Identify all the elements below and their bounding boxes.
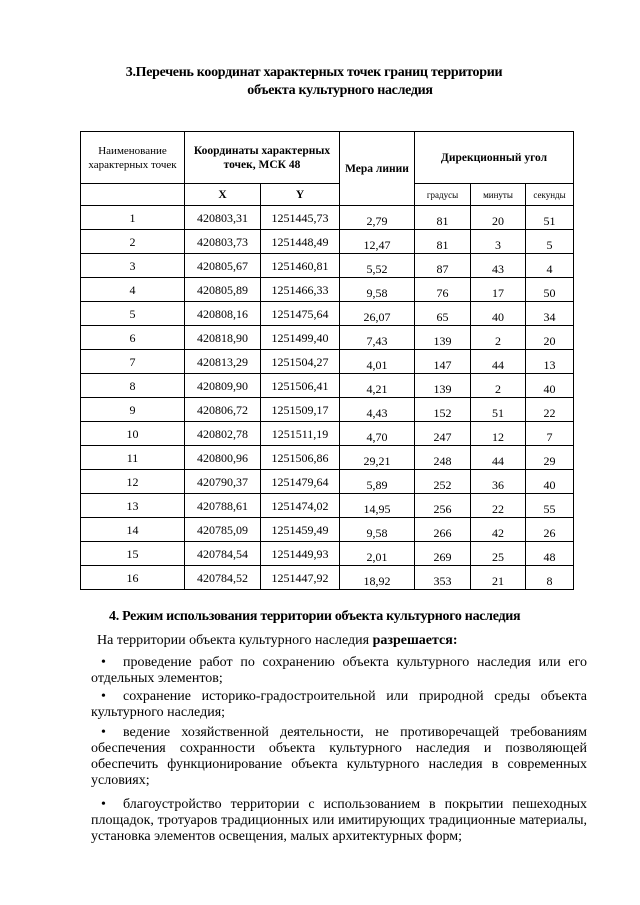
table-row	[81, 278, 574, 302]
angle-degrees: 152	[415, 398, 471, 422]
point-number: 11	[81, 446, 185, 470]
coord-x: 420800,96	[185, 446, 261, 470]
angle-seconds: 51	[526, 206, 574, 230]
line-measure: 29,21	[340, 446, 415, 470]
coord-y: 1251448,49	[261, 230, 340, 254]
intro-text: На территории объекта культурного наследия	[97, 633, 373, 648]
point-number: 4	[81, 278, 185, 302]
point-number: 14	[81, 518, 185, 542]
angle-minutes: 17	[471, 278, 526, 302]
list-item	[91, 689, 587, 721]
line-measure: 18,92	[340, 566, 415, 590]
coord-y: 1251504,27	[261, 350, 340, 374]
coord-y: 1251466,33	[261, 278, 340, 302]
line-measure: 5,52	[340, 254, 415, 278]
coord-x: 420785,09	[185, 518, 261, 542]
angle-degrees: 76	[415, 278, 471, 302]
line-measure: 4,01	[340, 350, 415, 374]
table-row	[81, 494, 574, 518]
coord-x: 420805,89	[185, 278, 261, 302]
angle-seconds: 8	[526, 566, 574, 590]
coord-x: 420806,72	[185, 398, 261, 422]
table-row	[81, 518, 574, 542]
table-row	[81, 398, 574, 422]
list-item-text: сохранение историко-градостроительной или природной среды объекта культурного наследия;	[91, 689, 587, 720]
angle-seconds: 55	[526, 494, 574, 518]
line-measure: 26,07	[340, 302, 415, 326]
coord-x: 420813,29	[185, 350, 261, 374]
angle-degrees: 266	[415, 518, 471, 542]
intro-bold: разрешается:	[372, 633, 458, 648]
coord-y: 1251459,49	[261, 518, 340, 542]
coord-y: 1251449,93	[261, 542, 340, 566]
list-item	[91, 655, 587, 687]
angle-seconds: 29	[526, 446, 574, 470]
angle-seconds: 40	[526, 470, 574, 494]
coord-y: 1251506,41	[261, 374, 340, 398]
line-measure: 14,95	[340, 494, 415, 518]
coord-y: 1251445,73	[261, 206, 340, 230]
header-coordinates: Координаты характерных точек, МСК 48	[185, 132, 340, 184]
coord-x: 420802,78	[185, 422, 261, 446]
angle-seconds: 50	[526, 278, 574, 302]
header-degrees: градусы	[415, 184, 471, 206]
angle-seconds: 4	[526, 254, 574, 278]
table-row	[81, 350, 574, 374]
coord-y: 1251509,17	[261, 398, 340, 422]
angle-minutes: 43	[471, 254, 526, 278]
point-number: 3	[81, 254, 185, 278]
coord-y: 1251511,19	[261, 422, 340, 446]
point-number: 8	[81, 374, 185, 398]
angle-seconds: 48	[526, 542, 574, 566]
line-measure: 7,43	[340, 326, 415, 350]
header-point-name-spacer	[81, 184, 185, 206]
angle-minutes: 2	[471, 374, 526, 398]
angle-minutes: 42	[471, 518, 526, 542]
coord-y: 1251474,02	[261, 494, 340, 518]
angle-seconds: 26	[526, 518, 574, 542]
coordinates-table	[80, 131, 574, 590]
angle-minutes: 44	[471, 350, 526, 374]
angle-degrees: 269	[415, 542, 471, 566]
coord-x: 420784,52	[185, 566, 261, 590]
angle-degrees: 256	[415, 494, 471, 518]
table-row	[81, 254, 574, 278]
table-row	[81, 230, 574, 254]
line-measure: 5,89	[340, 470, 415, 494]
angle-minutes: 21	[471, 566, 526, 590]
header-y: Y	[261, 184, 340, 206]
coord-y: 1251506,86	[261, 446, 340, 470]
header-point-name: Наименование характерных точек	[81, 132, 185, 184]
angle-degrees: 248	[415, 446, 471, 470]
angle-degrees: 139	[415, 374, 471, 398]
table-row	[81, 206, 574, 230]
angle-minutes: 25	[471, 542, 526, 566]
bullet-icon: •	[101, 689, 106, 704]
coord-y: 1251499,40	[261, 326, 340, 350]
point-number: 15	[81, 542, 185, 566]
coord-x: 420818,90	[185, 326, 261, 350]
line-measure: 2,79	[340, 206, 415, 230]
coord-y: 1251475,64	[261, 302, 340, 326]
point-number: 2	[81, 230, 185, 254]
point-number: 16	[81, 566, 185, 590]
angle-minutes: 40	[471, 302, 526, 326]
angle-degrees: 81	[415, 206, 471, 230]
bullet-icon: •	[101, 725, 106, 740]
line-measure: 12,47	[340, 230, 415, 254]
coord-x: 420803,31	[185, 206, 261, 230]
angle-degrees: 65	[415, 302, 471, 326]
angle-degrees: 139	[415, 326, 471, 350]
angle-minutes: 51	[471, 398, 526, 422]
point-number: 13	[81, 494, 185, 518]
table-row	[81, 542, 574, 566]
angle-degrees: 87	[415, 254, 471, 278]
angle-seconds: 7	[526, 422, 574, 446]
angle-minutes: 2	[471, 326, 526, 350]
section-4-intro	[97, 633, 593, 649]
header-line-measure: Мера линии	[340, 132, 415, 206]
line-measure: 9,58	[340, 278, 415, 302]
coord-x: 420805,67	[185, 254, 261, 278]
angle-degrees: 252	[415, 470, 471, 494]
list-item-text: благоустройство территории с использованием в покрытии пешеходных площадок, тротуаров традиционных или имитирующих традиционные материалы, установка элементов освещения, малых архитектурных форм;	[91, 797, 587, 844]
point-number: 12	[81, 470, 185, 494]
angle-minutes: 3	[471, 230, 526, 254]
table-row	[81, 566, 574, 590]
header-direction-angle: Дирекционный угол	[415, 132, 574, 184]
angle-degrees: 247	[415, 422, 471, 446]
point-number: 5	[81, 302, 185, 326]
angle-minutes: 36	[471, 470, 526, 494]
coord-y: 1251479,64	[261, 470, 340, 494]
coord-y: 1251447,92	[261, 566, 340, 590]
line-measure: 2,01	[340, 542, 415, 566]
list-item-text: проведение работ по сохранению объекта культурного наследия или его отдельных элементов;	[91, 655, 587, 686]
coord-x: 420788,61	[185, 494, 261, 518]
angle-degrees: 353	[415, 566, 471, 590]
bullet-icon: •	[101, 655, 106, 670]
coord-x: 420790,37	[185, 470, 261, 494]
angle-degrees: 81	[415, 230, 471, 254]
coord-y: 1251460,81	[261, 254, 340, 278]
angle-seconds: 20	[526, 326, 574, 350]
point-number: 6	[81, 326, 185, 350]
list-item	[91, 725, 587, 789]
point-number: 9	[81, 398, 185, 422]
point-number: 7	[81, 350, 185, 374]
table-row	[81, 470, 574, 494]
table-row	[81, 302, 574, 326]
section-3-title-line-1: 3.Перечень координат характерных точек границ территории	[125, 65, 503, 80]
angle-seconds: 13	[526, 350, 574, 374]
angle-degrees: 147	[415, 350, 471, 374]
angle-seconds: 22	[526, 398, 574, 422]
header-seconds: секунды	[526, 184, 574, 206]
angle-minutes: 44	[471, 446, 526, 470]
list-item	[91, 797, 587, 845]
table-row	[81, 374, 574, 398]
angle-minutes: 20	[471, 206, 526, 230]
section-4-title: 4. Режим использования территории объекта культурного наследия	[109, 609, 521, 624]
line-measure: 4,21	[340, 374, 415, 398]
angle-seconds: 40	[526, 374, 574, 398]
coord-x: 420784,54	[185, 542, 261, 566]
angle-minutes: 12	[471, 422, 526, 446]
table-row	[81, 446, 574, 470]
coord-x: 420809,90	[185, 374, 261, 398]
list-item-text: ведение хозяйственной деятельности, не противоречащей требованиям обеспечения сохранности объекта культурного наследия и позволяющей обеспечить функционирование объекта культурного наследия в современных условиях;	[91, 725, 587, 788]
header-x: X	[185, 184, 261, 206]
line-measure: 4,43	[340, 398, 415, 422]
section-3-title-line-2: объекта культурного наследия	[247, 83, 433, 98]
bullet-icon: •	[101, 797, 106, 812]
point-number: 10	[81, 422, 185, 446]
line-measure: 9,58	[340, 518, 415, 542]
table-row	[81, 326, 574, 350]
coord-x: 420808,16	[185, 302, 261, 326]
header-minutes: минуты	[471, 184, 526, 206]
line-measure: 4,70	[340, 422, 415, 446]
angle-minutes: 22	[471, 494, 526, 518]
coord-x: 420803,73	[185, 230, 261, 254]
point-number: 1	[81, 206, 185, 230]
angle-seconds: 34	[526, 302, 574, 326]
angle-seconds: 5	[526, 230, 574, 254]
table-row	[81, 422, 574, 446]
